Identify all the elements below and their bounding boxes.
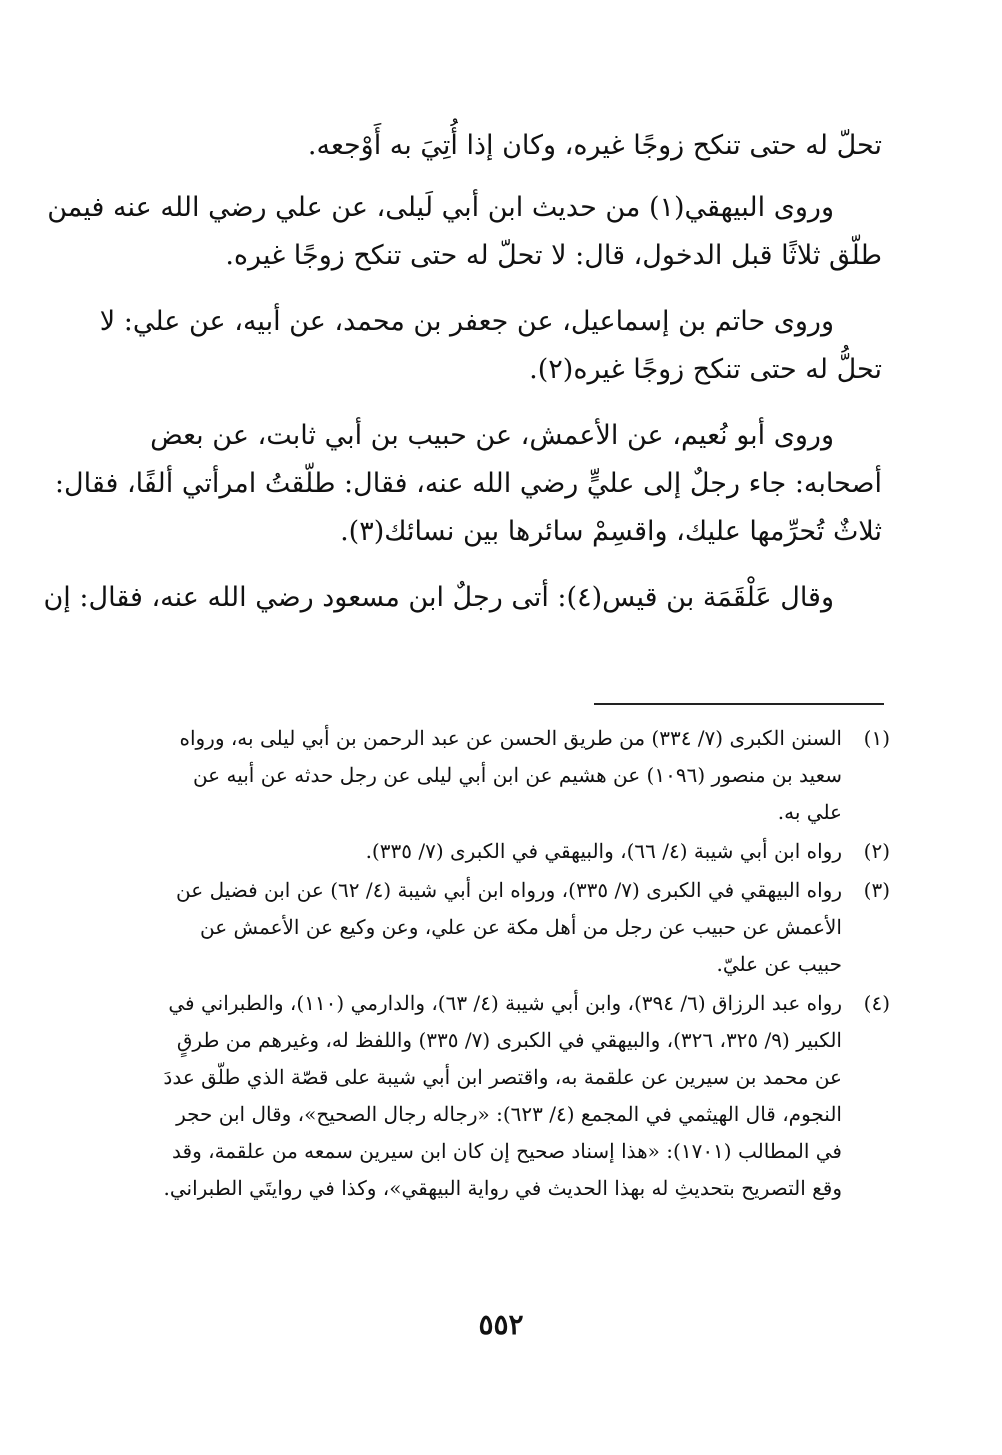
footnote-line: رواه ابن أبي شيبة (٤/ ٦٦)، والبيهقي في الكبرى (٧/ ٣٣٥). xyxy=(365,839,842,863)
text-line: وروى البيهقي(١) من حديث ابن أبي لَيلى، عن علي رضي الله عنه فيمن xyxy=(47,192,834,223)
footnote-line: في المطالب (١٧٠١): «هذا إسناد صحيح إن كان ابن سيرين سمعه من علقمة، وقد xyxy=(172,1139,842,1163)
text-line: أصحابه: جاء رجلٌ إلى عليٍّ رضي الله عنه، فقال: طلّقتُ امرأتي ألفًا، فقال: xyxy=(54,468,882,499)
footnote-line: علي به. xyxy=(777,800,842,824)
text-line: طلّق ثلاثًا قبل الدخول، قال: لا تحلّ له حتى تنكح زوجًا غيره. xyxy=(225,240,882,271)
main-text-body xyxy=(43,122,882,640)
paragraph-2 xyxy=(47,184,882,280)
footnote-divider xyxy=(594,703,884,705)
paragraph-3 xyxy=(100,298,882,394)
text-line: ثلاثٌ تُحرِّمها عليك، واقسِمْ سائرها بين نسائك(٣). xyxy=(340,516,882,547)
footnote-line: رواه عبد الرزاق (٦/ ٣٩٤)، وابن أبي شيبة (٤/ ٦٣)، والدارمي (١١٠)، والطبراني في xyxy=(168,991,842,1015)
footnote-line: الأعمش عن حبيب عن رجل من أهل مكة عن علي، وعن وكيع عن الأعمش عن xyxy=(200,915,842,939)
page-number: ٥٥٢ xyxy=(478,1308,524,1341)
footnote-line: الكبير (٩/ ٣٢٥، ٣٢٦)، والبيهقي في الكبرى (٧/ ٣٣٥) واللفظ له، وغيرهم من طرقٍ xyxy=(176,1028,842,1052)
footnote-line: النجوم، قال الهيثمي في المجمع (٤/ ٦٢٣): «رجاله رجال الصحيح»، وقال ابن حجر xyxy=(176,1102,842,1126)
text-line: تحلّ له حتى تنكح زوجًا غيره، وكان إذا أُتِيَ به أَوْجعه. xyxy=(307,130,882,161)
footnote-number: (٢) xyxy=(863,839,890,863)
footnotes-section xyxy=(100,720,890,1209)
footnote-line: السنن الكبرى (٧/ ٣٣٤) من طريق الحسن عن عبد الرحمن بن أبي ليلى به، ورواه xyxy=(179,726,842,750)
text-line: تحلُّ له حتى تنكح زوجًا غيره(٢). xyxy=(529,354,882,385)
paragraph-1 xyxy=(100,122,882,170)
footnote-number: (١) xyxy=(863,726,890,750)
text-line: وقال عَلْقَمَة بن قيس(٤): أتى رجلٌ ابن مسعود رضي الله عنه، فقال: إن xyxy=(43,582,834,613)
footnote-number: (٣) xyxy=(863,878,890,902)
footnote-2 xyxy=(100,833,890,870)
footnote-line: رواه البيهقي في الكبرى (٧/ ٣٣٥)، ورواه ابن أبي شيبة (٤/ ٦٢) عن ابن فضيل عن xyxy=(176,878,842,902)
footnote-3 xyxy=(100,872,890,983)
text-line: وروى أبو نُعيم، عن الأعمش، عن حبيب بن أبي ثابت، عن بعض xyxy=(150,420,834,451)
paragraph-4 xyxy=(54,412,882,556)
footnote-line: عن محمد بن سيرين عن علقمة به، واقتصر ابن أبي شيبة على قصّة الذي طلّق عددَ xyxy=(163,1065,842,1089)
text-line: وروى حاتم بن إسماعيل، عن جعفر بن محمد، عن أبيه، عن علي: لا xyxy=(99,306,834,337)
footnote-line: حبيب عن عليّ. xyxy=(716,952,842,976)
footnote-line: سعيد بن منصور (١٠٩٦) عن هشيم عن ابن أبي ليلى عن رجل حدثه عن أبيه عن xyxy=(192,763,842,787)
footnote-number: (٤) xyxy=(863,991,890,1015)
footnote-line: وقع التصريح بتحديثِ له بهذا الحديث في رواية البيهقي»، وكذا في روايتَي الطبراني. xyxy=(163,1176,842,1200)
paragraph-5 xyxy=(43,574,882,622)
footnote-1 xyxy=(100,720,890,831)
footnote-4 xyxy=(100,985,890,1207)
